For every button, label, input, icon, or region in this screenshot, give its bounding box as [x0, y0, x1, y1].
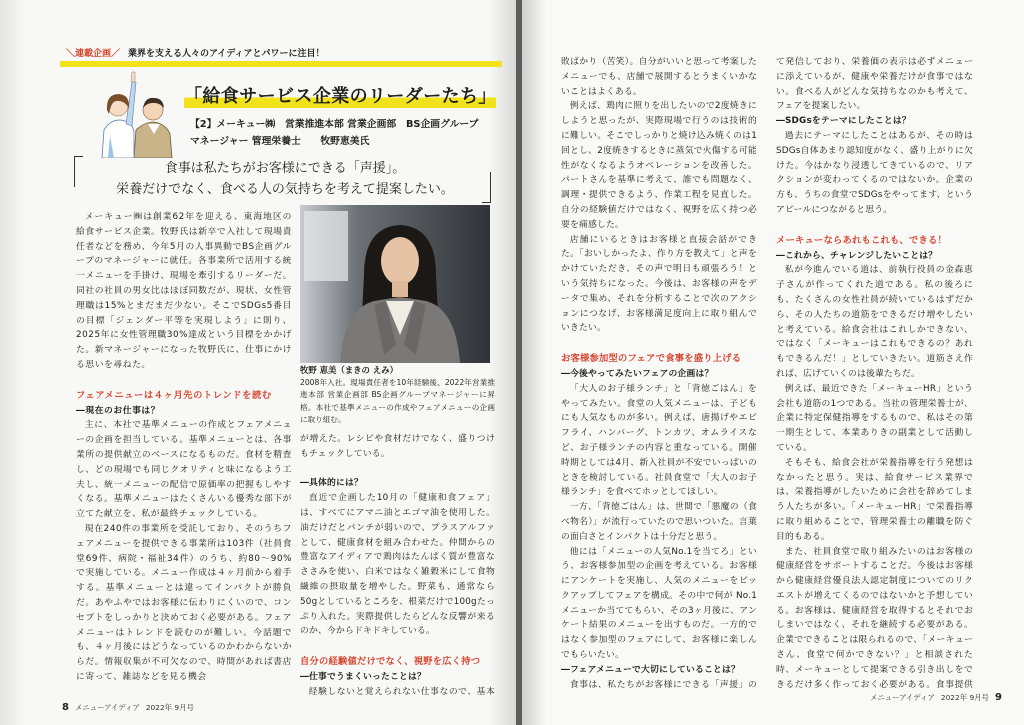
- photo-window: [304, 211, 348, 281]
- subtitle-line1: 【2】メーキュー㈱ 営業推進本部 営業企画部 BS企画グループ: [190, 119, 479, 130]
- body-paragraph: 現在240件の事業所を受託しており、そのうちフェアメニューを提供できる事業所は103件（社員食堂69件、病院・福祉34件）のうち、約80～90%で実施している。メニュー作成は４ヶ月前から着手する。基準メニューとは違ってインパクトが勝負だ。あやふやではお客様に伝わりにくいので、コンセプトをしっかりと決めておく必要がある。フェアメニューはトレンドを読むのが難しい。今話題でも、４ヶ月後にはどうなっているのかわからないからだ。情報収集が不可欠なので、時間があれば書店に寄って、雑誌などを見る機会: [76, 523, 292, 682]
- interview-question: ―具体的には？: [300, 478, 363, 489]
- body-paragraph: そもそも、給食会社が栄養指導を行う発想はなかったと思う。実は、給食サービス業界では、栄養指導がしたいために会社を辞めてしまう人たちが多い。「メーキューHR」で栄養指導に取り組めることで、管理栄養士の離職を防ぐ目的もある。: [776, 457, 973, 542]
- series-open-mark: ＼: [66, 49, 76, 59]
- series-close-mark: ／: [111, 49, 121, 59]
- body-paragraph: 例えば、鶏肉に照りを出したいので2度焼きにしようと思ったが、実際現場で行うのは技術的に難しい。そこでしっかりと焼け込み焼くのは1回とし、2度焼きするときに蒸気で火傷する可能性がなくなるようオペレーションを改善した。パートさんを基準に考えて、誰でも問題なく、調理・提供できるよう、作業工程を見直した。自分の経験値だけではなく、視野を広く持つ必要を痛感した。: [561, 101, 757, 230]
- interview-question: ―フェアメニューで大切にしていることは？: [561, 664, 740, 675]
- quote-bracket-open: [74, 156, 83, 187]
- body-paragraph-continued: が増えた。レシピや食材だけでなく、盛りつけもチェックしている。: [300, 434, 495, 459]
- interview-question: ―SDGsをテーマにしたことは？: [776, 116, 911, 127]
- body-paragraph: 店舗にいるときはお客様と直接会話ができた。「おいしかったよ、作り方を教えて」と声をかけていただき、その声で明日も頑張ろう！という気持ちになった。今後は、お客様の声をデータで集め、それを分析することで次のアクションにつなげ、お客様満足度向上に取り組んでいきたい。: [561, 234, 757, 334]
- illustration-man: [134, 98, 172, 158]
- body-paragraph-continued: 敗ばかり（苦笑）。自分がいいと思って考案したメニューでも、店舗で展開するとうまくいかないことはよくある。: [561, 57, 757, 97]
- body-paragraph: 一方、「背徳ごはん」は、世間で「悪魔の（食べ物名）」が流行っていたので思いついた。言葉の面白さとインパクトは十分だと思う。: [561, 502, 757, 542]
- page-number-right: 9: [994, 692, 1002, 703]
- photo-caption: [300, 364, 495, 428]
- page-title: 「給食サービス企業のリーダーたち」: [184, 84, 496, 110]
- series-tagline: 業界を支える人々のアイディアとパワーに注目！: [128, 49, 325, 59]
- interview-question: ―今後やってみたいフェアの企画は？: [561, 368, 714, 379]
- body-paragraph: 過去にテーマにしたことはあるが、その時はSDGs自体あまり認知度がなく、盛り上がりに欠けた。今はかなり浸透してきているので、リアクションが変わってくるのではないか。企業の方も、うちの食堂でSDGsをやってます、というアピールにつながると思う。: [776, 130, 973, 215]
- section-heading: フェアメニューは４ヶ月先のトレンドを読む: [76, 389, 272, 401]
- pull-quote-line2: 栄養だけでなく、食べる人の気持ちを考えて提案したい。: [116, 182, 454, 197]
- body-paragraph: 経験しないと覚えられない仕事なので、基本: [308, 686, 495, 696]
- body-paragraph: 私が今進んでいる道は、前執行役員の金森恵子さんが作ってくれた道である。私の後ろにも、たくさんの女性社員が続いているはずだから、その人たちの道筋をできるだけ増やしたいと考えている。給食会社はこれしかできない、ではなく「メーキューはこれもできるの？あれもできるんだ！」としていきたい。道筋さえ作れば、広げていくのは後輩たちだ。: [776, 265, 973, 379]
- yellow-rule: [60, 61, 502, 67]
- intro-paragraph: メーキュー㈱は創業62年を迎える、東海地区の給食サービス企業。牧野氏は新卒で入社して現場責任者などを務め、今年5月の人事異動でBS企画グループのマネージャーに就任。各事業所で活用する統一メニューを手掛け、現場を牽引するリーダーだ。同社の社員の男女比はほぼ同数だが、現状、女性管理職は15%とまだまだ少ない。そこでSDGs5番目の目標「ジェンダー平等を実現しよう」に則り、2025年に女性管理職30%達成という目標をかかげた。新マネージャーになった牧野氏に、仕事にかける思いを尋ねた。: [76, 212, 292, 370]
- two-people-pointing-illustration: [88, 68, 180, 158]
- series-label: 連載企画: [75, 49, 112, 59]
- body-paragraph: また、社員食堂で取り組みたいのはお客様の健康経営をサポートすることだ。今後はお客様から健康経営優良法人認定制度についてのリクエストが増えてくるのではないかと予想している。お客様は、健康経営を取得するとそれでおしまいではなく、それを継続する必要がある。企業でできることは限られるので、「メーキューさん、食堂で何かできない？」と相談された時、メーキューとして提案できる引き出しをできるだけ多く作っておく必要がある。食事提供: [776, 546, 973, 690]
- article-column-2: [300, 432, 495, 696]
- article-column-1: [76, 210, 292, 696]
- interview-question: ―現在のお仕事は？: [76, 405, 161, 416]
- photo-face: [381, 237, 419, 285]
- article-column-3: [561, 55, 757, 691]
- body-paragraph-continued: て発信しており、栄養価の表示は必ずメニューに添えているが、健康や栄養だけが食事ではない。食べる人がどんな気持ちなのかも考えて、フェアを提案したい。: [776, 57, 973, 112]
- footer-issue-left: 2022年 9月号: [145, 703, 194, 712]
- quote-bracket-close: [482, 172, 491, 203]
- body-paragraph: 他には「メニューの人気No.1を当てろ」という、お客様参加型の企画を考えている。お客様にアンケートを実施し、人気のメニューをピックアップしてフェアを構成。その中で何が No.1メニューか当ててもらい、その3ヶ月後に、アンケート結果のメニューを出すものだ。一方的ではなく参加型のフェアにして、お客様に楽しんでもらいたい。: [561, 546, 757, 661]
- caption-text: 2008年入社。現場責任者を10年経験後、2022年営業推進本部 営業企画部 BS企画グループマネージャーに昇格。本社で基準メニューの作成やフェアメニューの企画に取り組む。: [300, 377, 495, 425]
- body-paragraph: 「大人のお子様ランチ」と「背徳ごはん」をやってみたい。食堂の人気メニューは、子どもにも人気なものが多い。例えば、唐揚げやエビフライ、ハンバーグ、トンカツ、オムライスなど、お子様ランチの内容と重なっている。開催時期としては4月、新入社員が不安でいっぱいのときを検討している。社員食堂で「大人のお子様ランチ」を食べてホッとしてほしい。: [561, 383, 757, 498]
- portrait-photo: [300, 205, 490, 363]
- footer-magazine-right: メニューアイディア: [870, 693, 935, 702]
- section-heading: 自分の経験値だけでなく、視野を広く持つ: [300, 656, 481, 668]
- caption-name: 牧野 恵美（まきの えみ）: [300, 365, 398, 375]
- body-paragraph: 直近で企画した10月の「健康和食フェア」は、すべてにアマニ油とエゴマ油を使用した。油だけだとパンチが弱いので、プラスアルファとして、健康食材を組み合わせた。仲間からの豊富なアイディアで鶏肉はたんぱく質が豊富なささみを使い、白米ではなく雑穀米にして食物繊維の摂取量を増やした。野菜も、通常なら50gとしているところを、根菜だけで100gたっぷり入れた。実際提供したらどんな反響が来るのか、今からドキドキしている。: [300, 493, 495, 637]
- page-number-left: 8: [62, 702, 69, 713]
- body-paragraph: 例えば、最近できた「メーキューHR」という会社も道筋の1つである。当社の管理栄養士が、企業に特定保健指導をするもので、私はその第一期生として、本業ありきの副業として活動している。: [776, 383, 973, 453]
- pull-quote-line1: 食事は私たちがお客様にできる「声援」。: [164, 161, 406, 176]
- footer-issue-right: 2022年 9月号: [940, 693, 989, 702]
- pull-quote: [90, 158, 480, 200]
- series-header: [66, 46, 325, 59]
- body-paragraph: 主に、本社で基準メニューの作成とフェアメニューの企画を担当している。基準メニューとは、各事業所の提供献立のベースになるものだ。食材を精査し、どの現場でも同じクオリティと味になるよう工夫し、統一メニューの配信で原価率の把握もしやすくなる。基準メニューはたくさんいる優秀な部下が立てた献立を、私が最終チェックしている。: [76, 420, 292, 520]
- section-heading: メーキューならあれもこれも、できる！: [776, 234, 947, 246]
- footer-left: [62, 702, 194, 713]
- interview-question: ―これから、チャレンジしたいことは？: [776, 250, 938, 261]
- body-paragraph: 食事は、私たちがお客様にできる「声援」の: [569, 679, 757, 690]
- illustration-woman: [102, 72, 136, 158]
- footer-magazine-left: メニューアイディア: [74, 703, 140, 712]
- subtitle-line2: マネージャー 管理栄養士 牧野恵美氏: [190, 136, 370, 147]
- subtitle: [190, 116, 500, 150]
- section-heading: お客様参加型のフェアで食事を盛り上げる: [561, 353, 742, 365]
- footer-right: [870, 692, 1002, 703]
- interview-question: ―仕事でうまくいったことは？: [300, 671, 426, 682]
- article-column-4: [776, 55, 973, 691]
